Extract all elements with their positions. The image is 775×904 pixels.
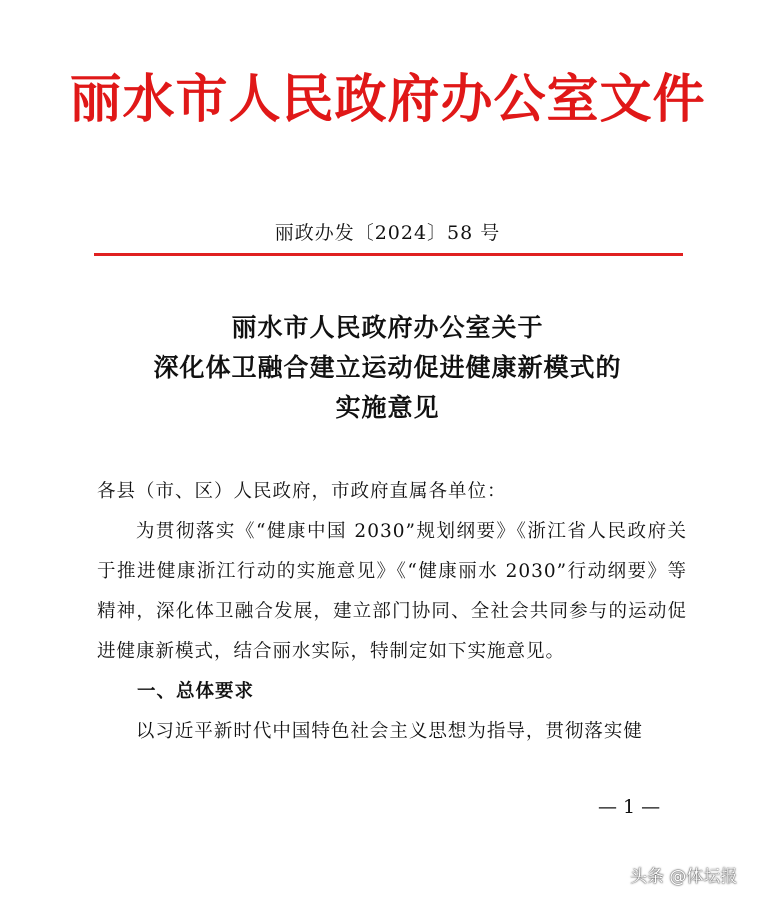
document-header: 丽水市人民政府办公室文件 [69, 69, 706, 130]
watermark: 头条 @体坛报 [630, 867, 738, 887]
document-title [0, 308, 775, 428]
document-body [97, 472, 687, 752]
document-number: 丽政办发〔2024〕58 号 [274, 222, 501, 244]
title-line-2: 深化体卫融合建立运动促进健康新模式的 [153, 353, 622, 382]
page-number: — 1 — [598, 796, 661, 818]
title-line-3: 实施意见 [335, 393, 440, 422]
section-heading-general-requirements: 一、总体要求 [137, 681, 255, 702]
paragraph-intro: 为贯彻落实《“健康中国 2030”规划纲要》《浙江省人民政府关于推进健康浙江行动的实施意见》《“健康丽水 2030”行动纲要》等精神，深化体卫融合发展，建立部门协同、全社会共同参与的运动促进健康新模式，结合丽水实际，特制定如下实施意见。 [97, 521, 687, 662]
red-divider-rule [94, 253, 683, 256]
salutation: 各县（市、区）人民政府，市政府直属各单位： [97, 481, 507, 502]
paragraph-guidance: 以习近平新时代中国特色社会主义思想为指导，贯彻落实健 [135, 721, 643, 742]
title-line-1: 丽水市人民政府办公室关于 [231, 313, 544, 342]
